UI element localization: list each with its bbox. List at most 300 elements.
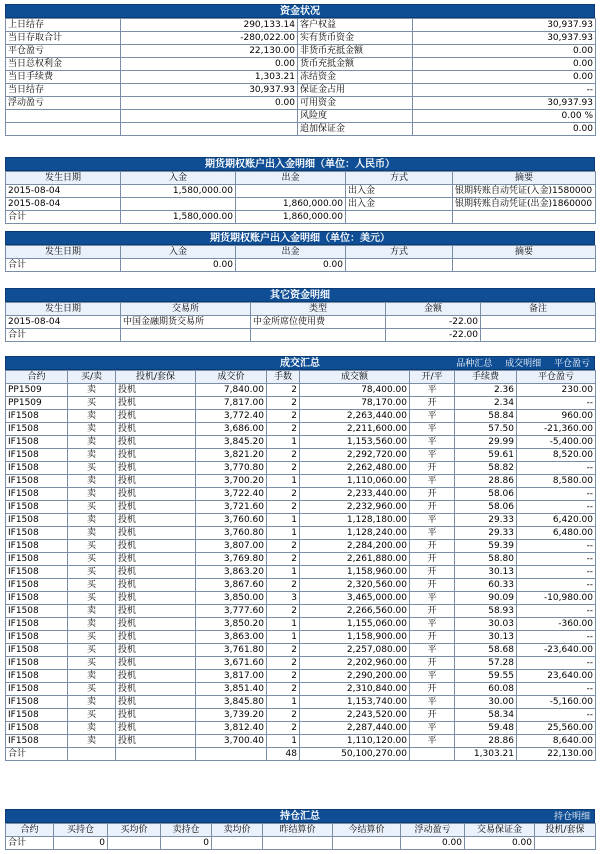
table-row (6, 696, 596, 709)
trades-cell: -- (517, 631, 596, 644)
table-row (6, 553, 596, 566)
trades-cell: 30.03 (455, 618, 517, 631)
trades-cell: 开 (410, 488, 455, 501)
trades-total-cell: 50,100,270.00 (300, 748, 410, 761)
trades-cell: IF1508 (6, 540, 68, 553)
rmb-cell: 银期转账自动凭证(出金)1860000 (453, 198, 596, 211)
trades-cell: 投机 (116, 462, 196, 475)
table-row (6, 475, 596, 488)
funds-value (121, 123, 298, 136)
other-cell (121, 329, 251, 342)
trades-cell: 1 (267, 527, 300, 540)
trades-cell: 7,840.00 (196, 384, 267, 397)
trades-cell: 1,110,060.00 (300, 475, 410, 488)
trades-cell: 卖 (68, 436, 116, 449)
trades-cell: 投机 (116, 514, 196, 527)
trades-cell: 投机 (116, 397, 196, 410)
table-row (6, 32, 596, 45)
funds-label: 非货币充抵金额 (298, 45, 413, 58)
trades-cell: 28.86 (455, 475, 517, 488)
other-header-cell: 金额 (386, 303, 481, 316)
usd-header-cell: 摘要 (453, 246, 596, 259)
table-row (6, 837, 596, 850)
funds-value: 0.00 (121, 97, 298, 110)
rmb-cell: 2015-08-04 (6, 198, 121, 211)
rmb-header-cell: 摘要 (453, 172, 596, 185)
trades-cell: 3,761.80 (196, 644, 267, 657)
trades-cell: 3,760.80 (196, 527, 267, 540)
trades-cell: 58.68 (455, 644, 517, 657)
trades-cell: -5,400.00 (517, 436, 596, 449)
trades-cell: 买 (68, 631, 116, 644)
trades-cell: 1,158,960.00 (300, 566, 410, 579)
trades-cell: 2 (267, 501, 300, 514)
other-section (5, 288, 595, 342)
funds-value: 22,130.00 (121, 45, 298, 58)
trades-cell: 2 (267, 397, 300, 410)
trades-header-cell: 手续费 (455, 371, 517, 384)
trades-cell: IF1508 (6, 553, 68, 566)
trades-cell: 卖 (68, 488, 116, 501)
trades-cell: 2 (267, 423, 300, 436)
trades-cell: -- (517, 579, 596, 592)
funds-label: 实有货币资金 (298, 32, 413, 45)
trades-cell: 78,170.00 (300, 397, 410, 410)
trades-cell: 3,850.00 (196, 592, 267, 605)
table-row (6, 211, 596, 224)
other-header-cell: 交易所 (121, 303, 251, 316)
table-row (6, 631, 596, 644)
trades-cell: 2,266,560.00 (300, 605, 410, 618)
trades-header-cell: 买/卖 (68, 371, 116, 384)
funds-label: 可用资金 (298, 97, 413, 110)
trades-cell: 投机 (116, 540, 196, 553)
table-row (6, 97, 596, 110)
link-variety-summary[interactable]: 品种汇总 (456, 359, 493, 369)
table-row (6, 185, 596, 198)
trades-cell: 1 (267, 618, 300, 631)
trades-cell: IF1508 (6, 475, 68, 488)
trades-header-cell: 成交额 (300, 371, 410, 384)
other-table (5, 302, 596, 342)
rmb-cell: 合计 (6, 211, 121, 224)
table-row (6, 58, 596, 71)
table-row (6, 618, 596, 631)
other-header-cell: 发生日期 (6, 303, 121, 316)
rmb-cell: 银期转账自动凭证(入金)1580000 (453, 185, 596, 198)
positions-title-text: 持仓汇总 (280, 811, 320, 822)
trades-cell: 3,851.40 (196, 683, 267, 696)
funds-label: 风险度 (298, 110, 413, 123)
trades-cell: 1,153,740.00 (300, 696, 410, 709)
trades-cell: 平 (410, 449, 455, 462)
table-row (6, 110, 596, 123)
trades-cell: 2,262,480.00 (300, 462, 410, 475)
trades-cell: 30.00 (455, 696, 517, 709)
trades-cell: PP1509 (6, 397, 68, 410)
trades-cell: -- (517, 553, 596, 566)
trades-cell: 开 (410, 657, 455, 670)
trades-cell: 2 (267, 605, 300, 618)
trades-cell: 1 (267, 436, 300, 449)
rmb-cell (346, 211, 453, 224)
trades-cell: -23,640.00 (517, 644, 596, 657)
funds-title: 资金状况 (5, 4, 595, 18)
trades-cell: 平 (410, 475, 455, 488)
table-row (6, 397, 596, 410)
trades-cell: 投机 (116, 501, 196, 514)
trades-cell: 3,770.80 (196, 462, 267, 475)
trades-cell: 投机 (116, 553, 196, 566)
trades-total-cell: 22,130.00 (517, 748, 596, 761)
trades-cell: 2,261,880.00 (300, 553, 410, 566)
funds-value: 30,937.93 (121, 84, 298, 97)
trades-cell: 投机 (116, 475, 196, 488)
table-row (6, 410, 596, 423)
trades-cell: 卖 (68, 410, 116, 423)
trades-cell: 2 (267, 579, 300, 592)
trades-cell: 平 (410, 722, 455, 735)
trades-cell: 2,243,520.00 (300, 709, 410, 722)
rmb-header-cell: 入金 (121, 172, 236, 185)
trades-cell: 买 (68, 592, 116, 605)
other-cell: 中金所席位使用费 (251, 316, 386, 329)
trades-cell: 买 (68, 657, 116, 670)
trades-cell: 卖 (68, 449, 116, 462)
trades-cell: 3,807.00 (196, 540, 267, 553)
trades-cell: 平 (410, 735, 455, 748)
trades-cell: 1,158,900.00 (300, 631, 410, 644)
rmb-cell: 1,580,000.00 (121, 211, 236, 224)
trades-cell: 59.55 (455, 670, 517, 683)
funds-label: 客户权益 (298, 19, 413, 32)
trades-cell: 买 (68, 553, 116, 566)
funds-label: 追加保证金 (298, 123, 413, 136)
trades-cell: 2 (267, 670, 300, 683)
trades-cell: -- (517, 397, 596, 410)
trades-cell: 23,640.00 (517, 670, 596, 683)
trades-cell: 1 (267, 631, 300, 644)
trades-cell: 投机 (116, 631, 196, 644)
trades-cell: 30.13 (455, 566, 517, 579)
trades-cell: 卖 (68, 722, 116, 735)
other-header-cell: 类型 (251, 303, 386, 316)
positions-header-cell: 今结算价 (333, 824, 401, 837)
trades-cell: 买 (68, 709, 116, 722)
trades-cell: 平 (410, 527, 455, 540)
trades-cell: 3,769.80 (196, 553, 267, 566)
trades-cell: IF1508 (6, 579, 68, 592)
rmb-cell: 1,860,000.00 (236, 198, 346, 211)
rmb-section (5, 157, 595, 224)
trades-cell: IF1508 (6, 501, 68, 514)
link-close-pnl[interactable]: 平仓盈亏 (553, 359, 590, 369)
trades-cell: 1 (267, 475, 300, 488)
table-row (6, 683, 596, 696)
trades-cell: 3,850.20 (196, 618, 267, 631)
other-cell (481, 316, 596, 329)
trades-cell: 卖 (68, 618, 116, 631)
trades-cell: -- (517, 566, 596, 579)
usd-header-row (6, 246, 596, 259)
table-row (6, 527, 596, 540)
trades-cell: 平 (410, 436, 455, 449)
trades-cell: 开 (410, 579, 455, 592)
trades-cell: -- (517, 683, 596, 696)
trades-title-text: 成交汇总 (280, 358, 320, 369)
usd-cell (346, 259, 453, 272)
table-row (6, 84, 596, 97)
trades-cell: PP1509 (6, 384, 68, 397)
trades-table (5, 370, 596, 761)
trades-cell: 2 (267, 384, 300, 397)
trades-cell: 平 (410, 384, 455, 397)
table-row (6, 579, 596, 592)
trades-cell: 3,686.00 (196, 423, 267, 436)
trades-cell: IF1508 (6, 527, 68, 540)
trades-cell: IF1508 (6, 631, 68, 644)
trades-cell: 78,400.00 (300, 384, 410, 397)
usd-section (5, 231, 595, 272)
trades-cell: 开 (410, 566, 455, 579)
trades-cell: 3,821.20 (196, 449, 267, 462)
trades-cell: -- (517, 605, 596, 618)
trades-cell: 3,817.00 (196, 670, 267, 683)
trades-cell: 平 (410, 592, 455, 605)
trades-cell: 2.34 (455, 397, 517, 410)
trades-cell: 开 (410, 631, 455, 644)
funds-label: 浮动盈亏 (6, 97, 121, 110)
funds-label: 当日存取合计 (6, 32, 121, 45)
rmb-cell: 出入金 (346, 185, 453, 198)
rmb-cell: 1,860,000.00 (236, 211, 346, 224)
positions-header-cell: 浮动盈亏 (401, 824, 465, 837)
trades-header-cell: 合约 (6, 371, 68, 384)
trades-title (5, 356, 595, 370)
trades-cell: 投机 (116, 605, 196, 618)
trades-cell: 买 (68, 566, 116, 579)
rmb-cell (453, 211, 596, 224)
trades-cell: 卖 (68, 475, 116, 488)
trades-cell: 卖 (68, 527, 116, 540)
trades-cell: 2 (267, 410, 300, 423)
trades-cell: 3 (267, 592, 300, 605)
positions-header-cell: 买持仓 (54, 824, 108, 837)
trades-cell: 2,202,960.00 (300, 657, 410, 670)
trades-cell: 29.33 (455, 527, 517, 540)
trades-cell: 3,863.00 (196, 631, 267, 644)
table-row (6, 462, 596, 475)
table-row (6, 19, 596, 32)
trades-header-cell: 成交价 (196, 371, 267, 384)
trades-cell: 卖 (68, 696, 116, 709)
trades-cell: -360.00 (517, 618, 596, 631)
trades-cell: 2 (267, 722, 300, 735)
trades-cell: 30.13 (455, 631, 517, 644)
trades-cell: 1,128,240.00 (300, 527, 410, 540)
trades-cell: 2,320,560.00 (300, 579, 410, 592)
trades-cell: 开 (410, 397, 455, 410)
table-row (6, 540, 596, 553)
other-cell: -22.00 (386, 329, 481, 342)
trades-cell: 卖 (68, 670, 116, 683)
table-row (6, 436, 596, 449)
trades-cell: IF1508 (6, 605, 68, 618)
trades-cell: 29.33 (455, 514, 517, 527)
trades-header-cell: 手数 (267, 371, 300, 384)
trades-cell: 平 (410, 423, 455, 436)
trades-cell: 29.99 (455, 436, 517, 449)
trades-cell: 2,233,440.00 (300, 488, 410, 501)
funds-value: 0.00 % (413, 110, 596, 123)
trades-cell: 3,465,000.00 (300, 592, 410, 605)
link-position-detail[interactable]: 持仓明细 (553, 812, 590, 822)
trades-cell: 6,420.00 (517, 514, 596, 527)
trades-cell: 开 (410, 683, 455, 696)
trades-cell: 2,292,720.00 (300, 449, 410, 462)
trades-cell: 卖 (68, 605, 116, 618)
funds-value: 290,133.14 (121, 19, 298, 32)
positions-header-cell: 合约 (6, 824, 54, 837)
trades-header-cell: 平仓盈亏 (517, 371, 596, 384)
trades-total-cell (410, 748, 455, 761)
trades-cell: 买 (68, 462, 116, 475)
trades-cell: 58.80 (455, 553, 517, 566)
trades-cell: 3,777.60 (196, 605, 267, 618)
trades-cell: 3,700.40 (196, 735, 267, 748)
positions-header-cell: 买均价 (108, 824, 161, 837)
trades-cell: 投机 (116, 579, 196, 592)
trades-cell: -- (517, 657, 596, 670)
trades-cell: 投机 (116, 592, 196, 605)
trades-cell: 90.09 (455, 592, 517, 605)
trades-cell: 买 (68, 397, 116, 410)
trades-cell: IF1508 (6, 592, 68, 605)
trades-cell: 投机 (116, 436, 196, 449)
table-row (6, 592, 596, 605)
trades-cell: 2,257,080.00 (300, 644, 410, 657)
trades-cell: 59.39 (455, 540, 517, 553)
trades-cell: 投机 (116, 527, 196, 540)
table-row (6, 709, 596, 722)
trades-cell: 平 (410, 410, 455, 423)
trades-cell: 58.82 (455, 462, 517, 475)
positions-total-cell: 合计 (6, 837, 54, 850)
trades-cell: 8,520.00 (517, 449, 596, 462)
positions-total-cell: 0.00 (465, 837, 535, 850)
trades-cell: 卖 (68, 423, 116, 436)
trades-cell: 60.08 (455, 683, 517, 696)
trades-cell: 57.50 (455, 423, 517, 436)
trades-cell: 1,153,560.00 (300, 436, 410, 449)
trades-cell: 开 (410, 709, 455, 722)
trades-cell: 平 (410, 670, 455, 683)
positions-total-cell: 0.00 (401, 837, 465, 850)
trades-total-cell: 48 (267, 748, 300, 761)
funds-value: -- (413, 84, 596, 97)
trades-cell: 1,155,060.00 (300, 618, 410, 631)
trades-cell: 230.00 (517, 384, 596, 397)
trades-cell: 2,263,440.00 (300, 410, 410, 423)
trades-cell: 2 (267, 540, 300, 553)
trades-cell: 2 (267, 462, 300, 475)
trades-cell: 投机 (116, 618, 196, 631)
trades-cell: -- (517, 462, 596, 475)
table-row (6, 45, 596, 58)
table-row (6, 657, 596, 670)
trades-cell: IF1508 (6, 462, 68, 475)
trades-cell: 3,721.60 (196, 501, 267, 514)
trades-cell: IF1508 (6, 735, 68, 748)
trades-cell: 平 (410, 514, 455, 527)
positions-total-cell (263, 837, 333, 850)
funds-label: 平仓盈亏 (6, 45, 121, 58)
funds-table (5, 18, 596, 136)
funds-label: 保证金占用 (298, 84, 413, 97)
trades-cell: 投机 (116, 410, 196, 423)
rmb-cell: 2015-08-04 (6, 185, 121, 198)
usd-header-cell: 入金 (121, 246, 236, 259)
trades-cell: IF1508 (6, 670, 68, 683)
trades-cell: 2 (267, 657, 300, 670)
trades-cell: 3,772.40 (196, 410, 267, 423)
trades-cell: 3,863.20 (196, 566, 267, 579)
positions-header-cell: 交易保证金 (465, 824, 535, 837)
trades-total-cell (116, 748, 196, 761)
trades-cell: 开 (410, 553, 455, 566)
usd-table (5, 245, 596, 272)
funds-label: 货币充抵金额 (298, 58, 413, 71)
funds-label: 当日手续费 (6, 71, 121, 84)
other-title: 其它资金明细 (5, 288, 595, 302)
funds-value: 30,937.93 (413, 32, 596, 45)
table-row (6, 123, 596, 136)
trades-cell: IF1508 (6, 410, 68, 423)
table-row (6, 316, 596, 329)
other-cell: 合计 (6, 329, 121, 342)
link-trade-detail[interactable]: 成交明细 (505, 359, 542, 369)
rmb-cell: 出入金 (346, 198, 453, 211)
trades-cell: IF1508 (6, 423, 68, 436)
usd-cell (453, 259, 596, 272)
positions-section (5, 809, 595, 850)
trades-cell: IF1508 (6, 683, 68, 696)
funds-value (121, 110, 298, 123)
trades-cell: 58.06 (455, 501, 517, 514)
trades-cell: -- (517, 488, 596, 501)
positions-total-cell (535, 837, 596, 850)
rmb-header-cell: 出金 (236, 172, 346, 185)
trades-total-cell (196, 748, 267, 761)
other-cell (251, 329, 386, 342)
trades-cell: IF1508 (6, 514, 68, 527)
trades-cell: IF1508 (6, 722, 68, 735)
trades-cell: IF1508 (6, 696, 68, 709)
positions-links (544, 810, 590, 824)
trades-cell: 卖 (68, 514, 116, 527)
rmb-header-row (6, 172, 596, 185)
funds-label: 上日结存 (6, 19, 121, 32)
other-cell (481, 329, 596, 342)
trades-cell: 58.06 (455, 488, 517, 501)
table-row (6, 449, 596, 462)
table-row (6, 566, 596, 579)
trades-cell: 投机 (116, 735, 196, 748)
trades-cell: 2,284,200.00 (300, 540, 410, 553)
trades-cell: 卖 (68, 384, 116, 397)
trades-links (446, 357, 590, 371)
trades-cell: 投机 (116, 709, 196, 722)
